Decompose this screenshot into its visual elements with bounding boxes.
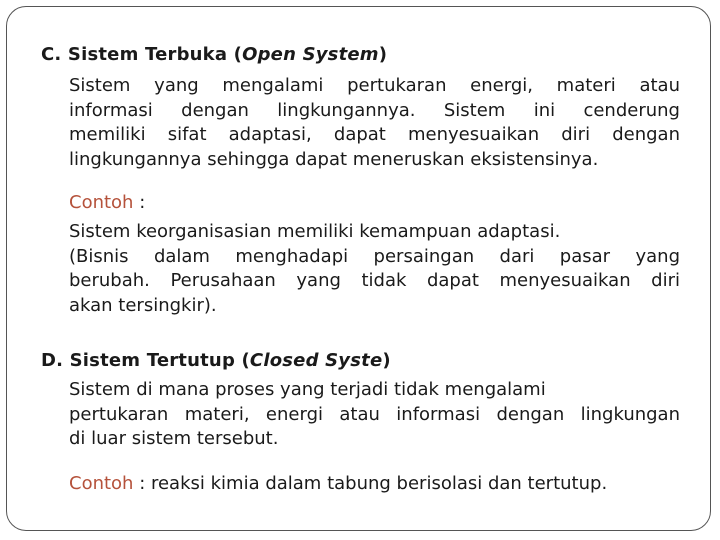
section-d-line: di luar sistem tersebut. xyxy=(69,428,279,449)
section-d-example xyxy=(69,473,607,494)
section-c-example-line: akan tersingkir). xyxy=(69,294,217,316)
section-c-example-separator: : xyxy=(133,192,146,213)
section-c-line: informasi dengan lingkungannya. Sistem ini cenderung xyxy=(69,99,680,121)
section-d-heading-suffix: ) xyxy=(382,350,391,371)
section-c-example-line: berubah. Perusahaan yang tidak dapat menyesuaikan diri xyxy=(69,270,680,291)
section-c-example-line: (Bisnis dalam menghadapi persaingan dari pasar yang xyxy=(69,245,680,267)
section-c-example-line: Sistem keorganisasian memiliki kemampuan adaptasi. xyxy=(69,221,561,242)
section-d-heading xyxy=(41,350,391,371)
section-c-heading xyxy=(41,44,387,65)
section-c-heading-prefix: C. Sistem Terbuka ( xyxy=(41,44,243,65)
section-d-example-label: Contoh xyxy=(69,473,134,494)
section-d-description xyxy=(69,378,680,452)
section-c-line: lingkungannya sehingga dapat meneruskan eksistensinya. xyxy=(69,148,599,170)
section-d-heading-italic: Closed Syste xyxy=(249,350,383,371)
section-c-example-title xyxy=(69,192,145,213)
section-d-example-text: : reaksi kimia dalam tabung berisolasi dan tertutup. xyxy=(133,473,608,494)
section-c-example-label: Contoh xyxy=(69,192,134,213)
section-d-line: pertukaran materi, energi atau informasi dengan lingkungan xyxy=(69,403,680,425)
section-c-example-body xyxy=(69,220,680,318)
section-c-line: Sistem yang mengalami pertukaran energi, materi atau xyxy=(69,75,680,96)
section-c-heading-suffix: ) xyxy=(378,44,388,65)
section-c-heading-italic: Open System xyxy=(242,44,379,65)
section-c-description xyxy=(69,74,680,172)
section-d-line: Sistem di mana proses yang terjadi tidak mengalami xyxy=(69,379,546,400)
section-c-line: memiliki sifat adaptasi, dapat menyesuaikan diri dengan xyxy=(69,124,680,145)
section-d-heading-prefix: D. Sistem Tertutup ( xyxy=(41,350,250,371)
